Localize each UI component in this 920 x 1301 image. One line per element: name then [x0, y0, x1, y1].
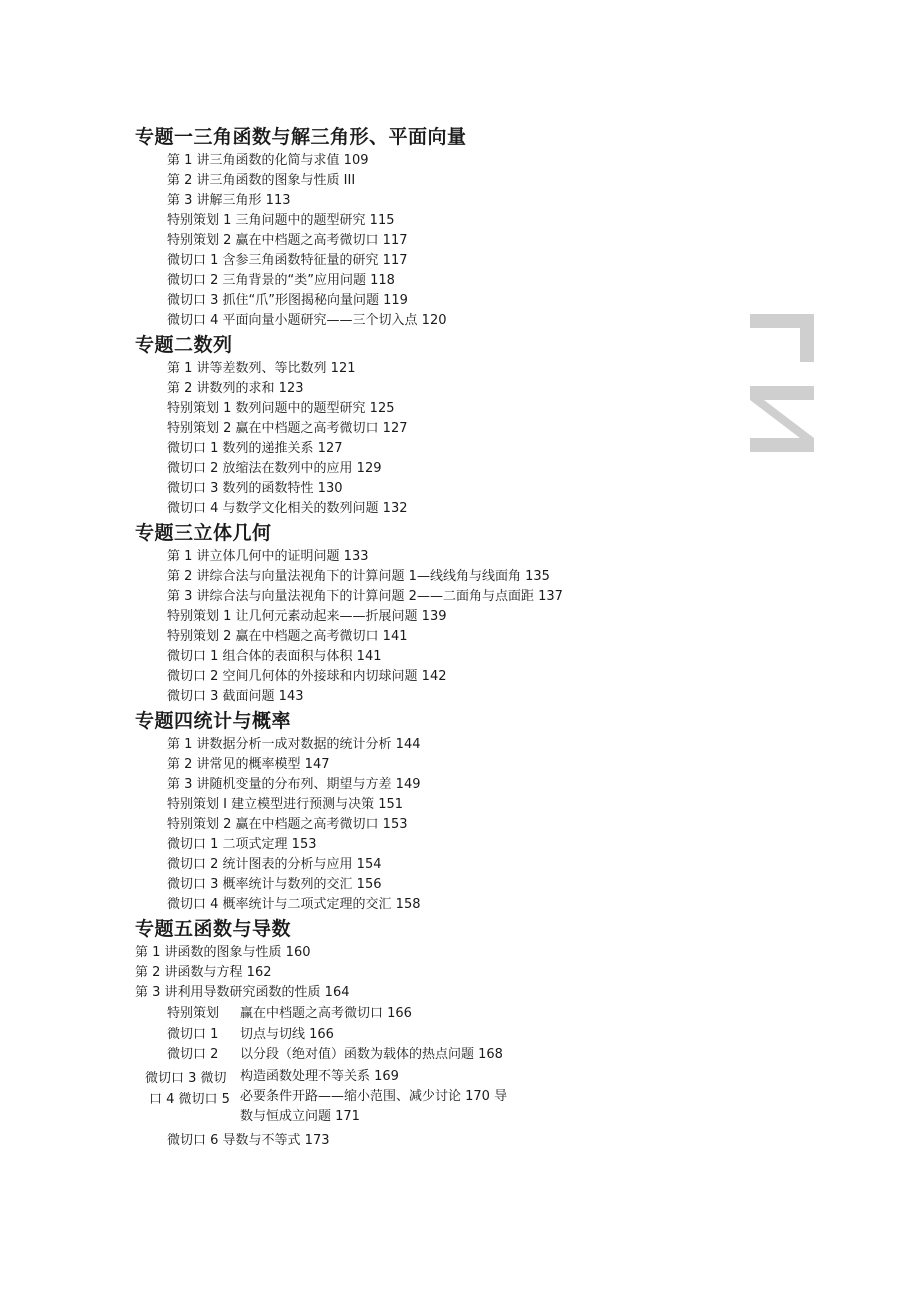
toc-entry: 微切口 2 空间几何体的外接球和内切球问题 142	[167, 669, 447, 684]
section-title: 专题五函数与导数	[135, 918, 292, 940]
toc-entry: 特别策划 1 数列问题中的题型研究 125	[167, 401, 395, 416]
toc-entry: 第 1 讲数据分析一成对数据的统计分析 144	[167, 737, 421, 752]
toc-entry: 第 3 讲解三角形 113	[167, 193, 291, 208]
toc-entry: 第 3 讲随机变量的分布列、期望与方差 149	[167, 777, 421, 792]
toc-entry: 微切口 3 抓住“爪”形图揭秘向量问题 119	[167, 293, 408, 308]
section-title: 专题二数列	[135, 334, 233, 356]
toc-entry: 第 2 讲常见的概率模型 147	[167, 757, 330, 772]
toc-entry: 第 1 讲函数的图象与性质 160	[135, 945, 311, 960]
toc-entry-label: 微切口 1	[167, 1027, 219, 1042]
toc-entry: 微切口 2 三角背景的“类”应用问题 118	[167, 273, 395, 288]
section-title: 专题四统计与概率	[135, 710, 292, 732]
toc-entry: 特别策划 2 赢在中档题之高考微切口 127	[167, 421, 408, 436]
toc-entry-text: 数与恒成立问题 171	[240, 1109, 360, 1124]
toc-entry: 第 2 讲数列的求和 123	[167, 381, 304, 396]
toc-entry: 第 1 讲等差数列、等比数列 121	[167, 361, 356, 376]
toc-entry: 特别策划 I 建立模型进行预测与决策 151	[167, 797, 404, 812]
toc-entry-text: 切点与切线 166	[240, 1027, 334, 1042]
toc-entry: 特别策划 2 赢在中档题之高考微切口 153	[167, 817, 408, 832]
toc-entry-text: 以分段（绝对值）函数为载体的热点问题 168	[240, 1047, 503, 1062]
toc-entry: 微切口 4 与数学文化相关的数列问题 132	[167, 501, 408, 516]
toc-entry: 特别策划 1 三角问题中的题型研究 115	[167, 213, 395, 228]
toc-entry: 第 2 讲三角函数的图象与性质 III	[167, 173, 356, 188]
toc-entry: 微切口 1 二项式定理 153	[167, 837, 317, 852]
toc-entry-text: 赢在中档题之高考微切口 166	[240, 1006, 412, 1021]
toc-entry: 微切口 3 概率统计与数列的交汇 156	[167, 877, 382, 892]
toc-entry-label: 微切口 2	[167, 1047, 219, 1062]
toc-entry: 微切口 1 组合体的表面积与体积 141	[167, 649, 382, 664]
toc-entry: 微切口 4 概率统计与二项式定理的交汇 158	[167, 897, 421, 912]
toc-entry-label: 微切口 3 微切	[145, 1071, 227, 1086]
toc-entry: 微切口 4 平面向量小题研究——三个切入点 120	[167, 313, 447, 328]
toc-entry: 第 3 讲综合法与向量法视角下的计算问题 2——二面角与点面距 137	[167, 589, 563, 604]
toc-entry: 微切口 2 放缩法在数列中的应用 129	[167, 461, 382, 476]
side-watermark-icon	[746, 306, 818, 458]
toc-entry-text: 必要条件开路——缩小范围、减少讨论 170 导	[240, 1089, 508, 1104]
toc-entry: 微切口 2 统计图表的分析与应用 154	[167, 857, 382, 872]
toc-entry: 微切口 3 截面问题 143	[167, 689, 304, 704]
toc-entry-label: 特别策划	[167, 1006, 220, 1021]
toc-entry: 微切口 1 含参三角函数特征量的研究 117	[167, 253, 408, 268]
section-title: 专题三立体几何	[135, 522, 272, 544]
toc-entry: 特别策划 1 让几何元素动起来——折展问题 139	[167, 609, 447, 624]
toc-entry: 特别策划 2 赢在中档题之高考微切口 141	[167, 629, 408, 644]
toc-entry: 特别策划 2 赢在中档题之高考微切口 117	[167, 233, 408, 248]
toc-entry: 第 2 讲函数与方程 162	[135, 965, 272, 980]
toc-entry: 第 2 讲综合法与向量法视角下的计算问题 1—线线角与线面角 135	[167, 569, 550, 584]
toc-entry: 微切口 3 数列的函数特性 130	[167, 481, 343, 496]
section-title: 专题一三角函数与解三角形、平面向量	[135, 126, 467, 148]
toc-entry: 第 1 讲三角函数的化简与求值 109	[167, 153, 369, 168]
toc-entry: 第 1 讲立体几何中的证明问题 133	[167, 549, 369, 564]
toc-entry: 微切口 1 数列的递推关系 127	[167, 441, 343, 456]
toc-entry: 第 3 讲利用导数研究函数的性质 164	[135, 985, 350, 1000]
toc-entry-label: 口 4 微切口 5	[149, 1092, 230, 1107]
toc-entry: 微切口 6 导数与不等式 173	[167, 1133, 330, 1148]
toc-entry-text: 构造函数处理不等关系 169	[240, 1069, 399, 1084]
